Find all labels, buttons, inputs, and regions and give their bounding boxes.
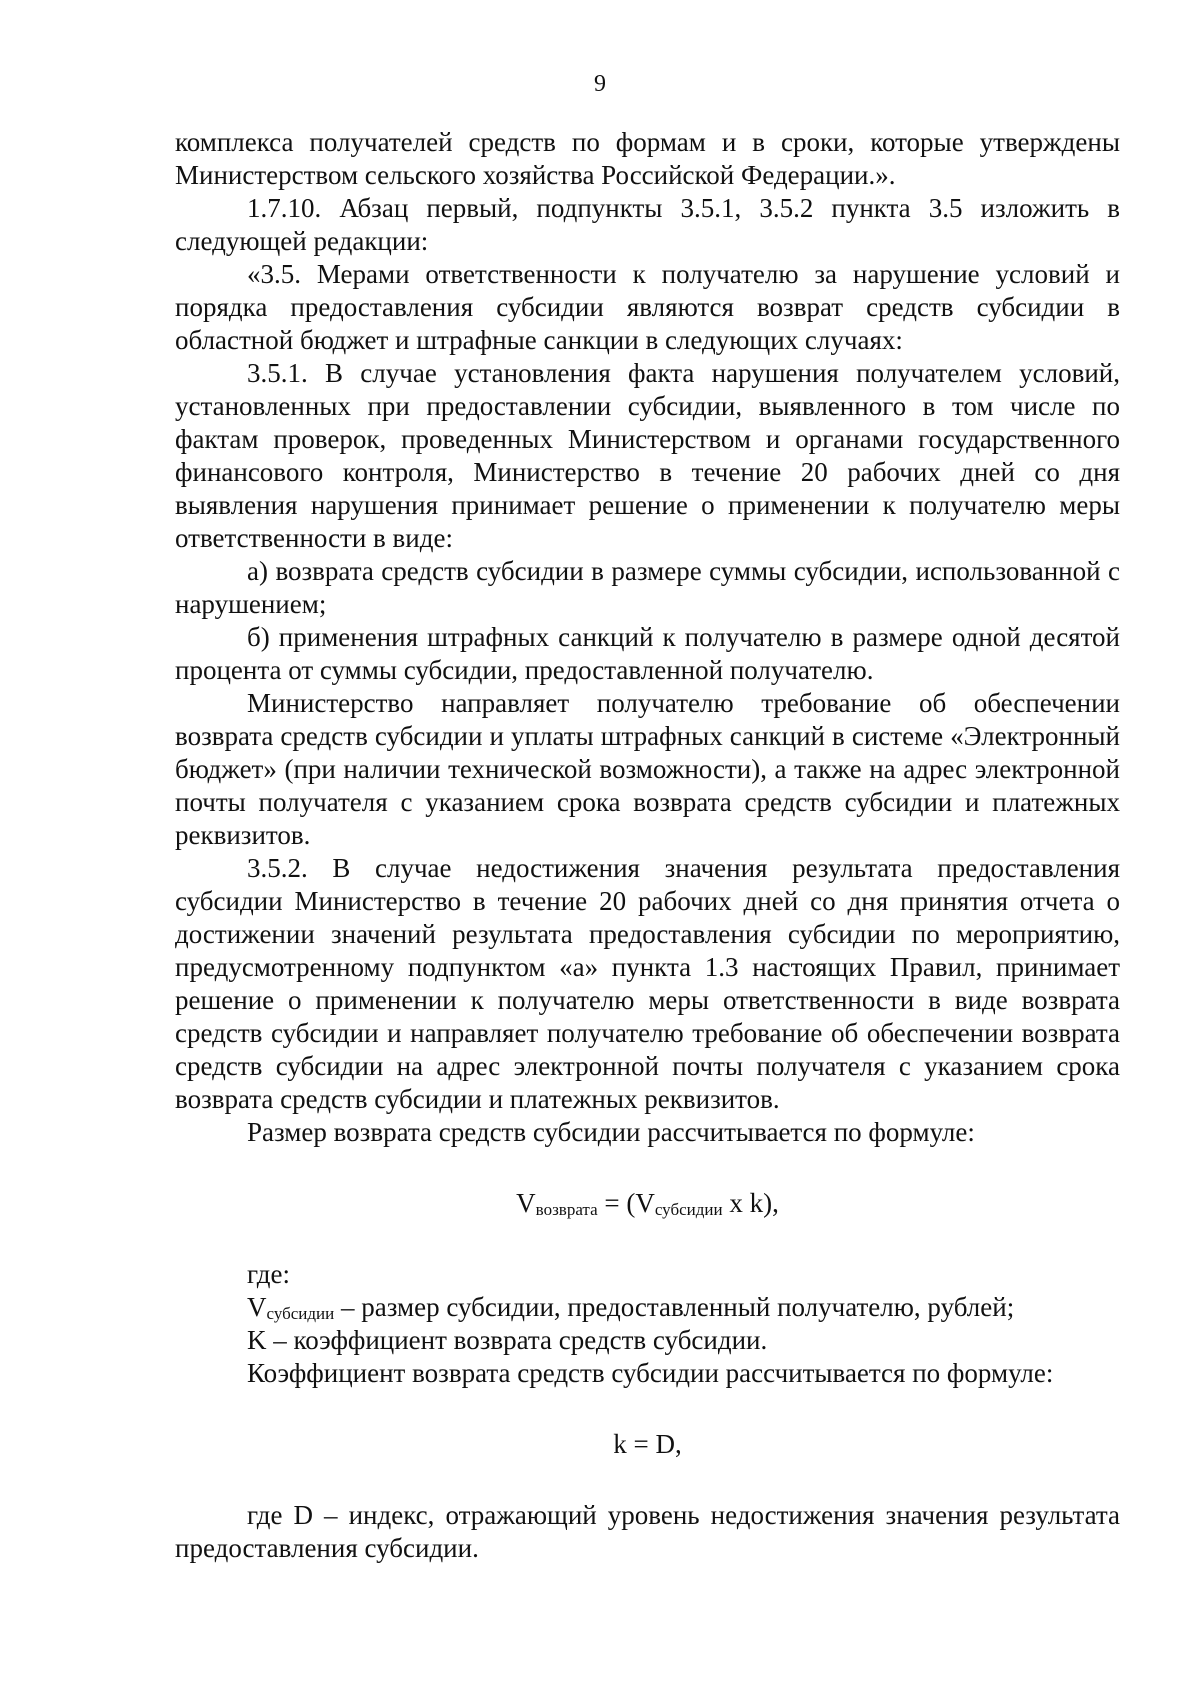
page-number: 9	[594, 71, 606, 97]
paragraph-1-7-10: 1.7.10. Абзац первый, подпункты 3.5.1, 3.5.2 пункта 3.5 изложить в следующей редакции:	[175, 193, 1120, 256]
formula-tail: x k),	[722, 1188, 779, 1218]
paragraph-item-a: а) возврата средств субсидии в размере суммы субсидии, использованной с нарушением;	[175, 556, 1120, 619]
formula-return-amount	[175, 1187, 1120, 1220]
formula-eq-open: = (V	[597, 1188, 655, 1218]
definition-v-subsidy	[175, 1291, 1120, 1324]
formula-coefficient: k = D,	[613, 1429, 682, 1459]
definition-v: V	[247, 1292, 267, 1322]
paragraph-3-5-1: 3.5.1. В случае установления факта нарушения получателем условий, установленных при предоставлении субсидии, выявленного в том числе по фактам проверок, проведенных Министерством и органами государственного финансового контроля, Министерство в течение 20 рабочих дней со дня выявления нарушения принимает решение о применении к получателю меры ответственности в виде:	[175, 358, 1120, 553]
paragraph-ministry-notice: Министерство направляет получателю требование об обеспечении возврата средств субсидии и уплаты штрафных санкций в системе «Электронный бюджет» (при наличии технической возможности), а также на адрес электронной почты получателя с указанием срока возврата средств субсидии и платежных реквизитов.	[175, 688, 1120, 850]
paragraph-3-5: «3.5. Мерами ответственности к получателю за нарушение условий и порядка предоставления субсидии являются возврат средств субсидии в областной бюджет и штрафные санкции в следующих случаях:	[175, 259, 1120, 355]
definition-v-text: – размер субсидии, предоставленный получателю, рублей;	[334, 1292, 1015, 1322]
where-label: где:	[247, 1259, 290, 1289]
paragraph-item-b: б) применения штрафных санкций к получателю в размере одной десятой процента от суммы субсидии, предоставленной получателю.	[175, 622, 1120, 685]
definition-k-intro: Коэффициент возврата средств субсидии рассчитывается по формуле:	[247, 1358, 1054, 1388]
formula-v: V	[516, 1188, 536, 1218]
paragraph-formula-intro: Размер возврата средств субсидии рассчитывается по формуле:	[247, 1117, 975, 1147]
formula-sub-return: возврата	[535, 1200, 598, 1219]
formula-sub-subsidy: субсидии	[654, 1200, 723, 1219]
paragraph-3-5-2: 3.5.2. В случае недостижения значения результата предоставления субсидии Министерство в течение 20 рабочих дней со дня принятия отчета о достижении значений результата предоставления субсидии по мероприятию, предусмотренному подпунктом «а» пункта 1.3 настоящих Правил, принимает решение о применении к получателю меры ответственности в виде возврата средств субсидии и направляет получателю требование об обеспечении возврата средств субсидии на адрес электронной почты получателя с указанием срока возврата средств субсидии и платежных реквизитов.	[175, 853, 1120, 1114]
document-body	[175, 126, 1120, 1565]
paragraph-continuation: комплекса получателей средств по формам и в сроки, которые утверждены Министерством сельского хозяйства Российской Федерации.».	[175, 127, 1120, 190]
paragraph-index-d: где D – индекс, отражающий уровень недостижения значения результата предоставления субсидии.	[175, 1500, 1120, 1563]
definition-k: K – коэффициент возврата средств субсидии.	[247, 1325, 768, 1355]
definition-v-sub: субсидии	[266, 1304, 335, 1323]
